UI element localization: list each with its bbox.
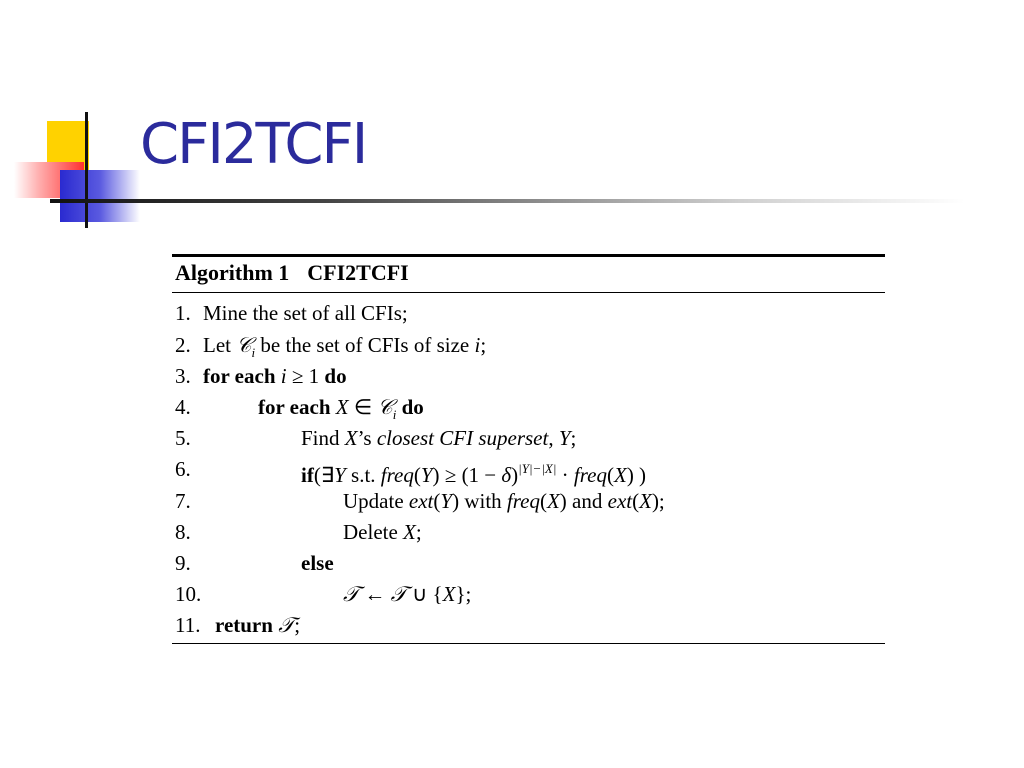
line-number: 11. [175,613,201,637]
algorithm-line-2 [175,332,487,361]
algorithm-line-8 [175,519,422,545]
line-text: for each X ∈ 𝒞$_i$ do [258,395,424,423]
algorithm-line-6 [175,456,647,487]
line-number: 3. [175,364,191,388]
algorithm-line-1 [175,300,408,326]
algorithm-header-rule [172,292,885,293]
line-text: if(∃Y s.t. freq(Y) ≥ $(1 - \delta)^{|Y|-|X|}$ · freq(X) ) [301,461,647,487]
title-ornament-blue-square [60,170,140,222]
algorithm-line-5 [175,425,577,451]
title-underline [50,199,965,203]
line-text: return 𝒯; [215,613,301,637]
line-text: Find X’s closest CFI superset, Y; [301,426,577,450]
line-number: 8. [175,520,191,544]
line-text: 𝒯 ← 𝒯 ∪ {X}; [343,582,472,606]
algorithm-header [175,259,409,287]
line-text: Mine the set of all CFIs; [203,301,408,325]
line-number: 10. [175,582,202,606]
line-number: 9. [175,551,191,575]
line-text: Update ext(Y) with freq(X) and ext(X); [343,489,665,513]
algorithm-name: CFI2TCFI [307,260,409,285]
algorithm-line-7 [175,488,665,514]
line-text: Delete X; [343,520,422,544]
algorithm-label: Algorithm 1 [175,260,290,285]
line-number: 5. [175,426,191,450]
title-ornament-vertical-line [85,112,88,228]
line-text: Let 𝒞$_i$ be the set of CFIs of size i; [203,333,487,361]
algorithm-line-3 [175,363,347,389]
algorithm-line-9 [175,550,334,576]
algorithm-line-10 [175,581,472,607]
line-number: 1. [175,301,191,325]
slide-title: CFI2TCFI [140,112,367,177]
algorithm-line-11 [175,612,301,638]
line-number: 7. [175,489,191,513]
line-number: 6. [175,457,191,481]
algorithm-line-4 [175,394,424,423]
line-number: 4. [175,395,191,419]
algorithm-bottom-rule [172,643,885,644]
line-number: 2. [175,333,191,357]
algorithm-box [172,254,885,645]
line-text: for each i ≥ 1 do [203,364,347,388]
line-text: else [301,551,334,575]
algorithm-top-rule [172,254,885,257]
